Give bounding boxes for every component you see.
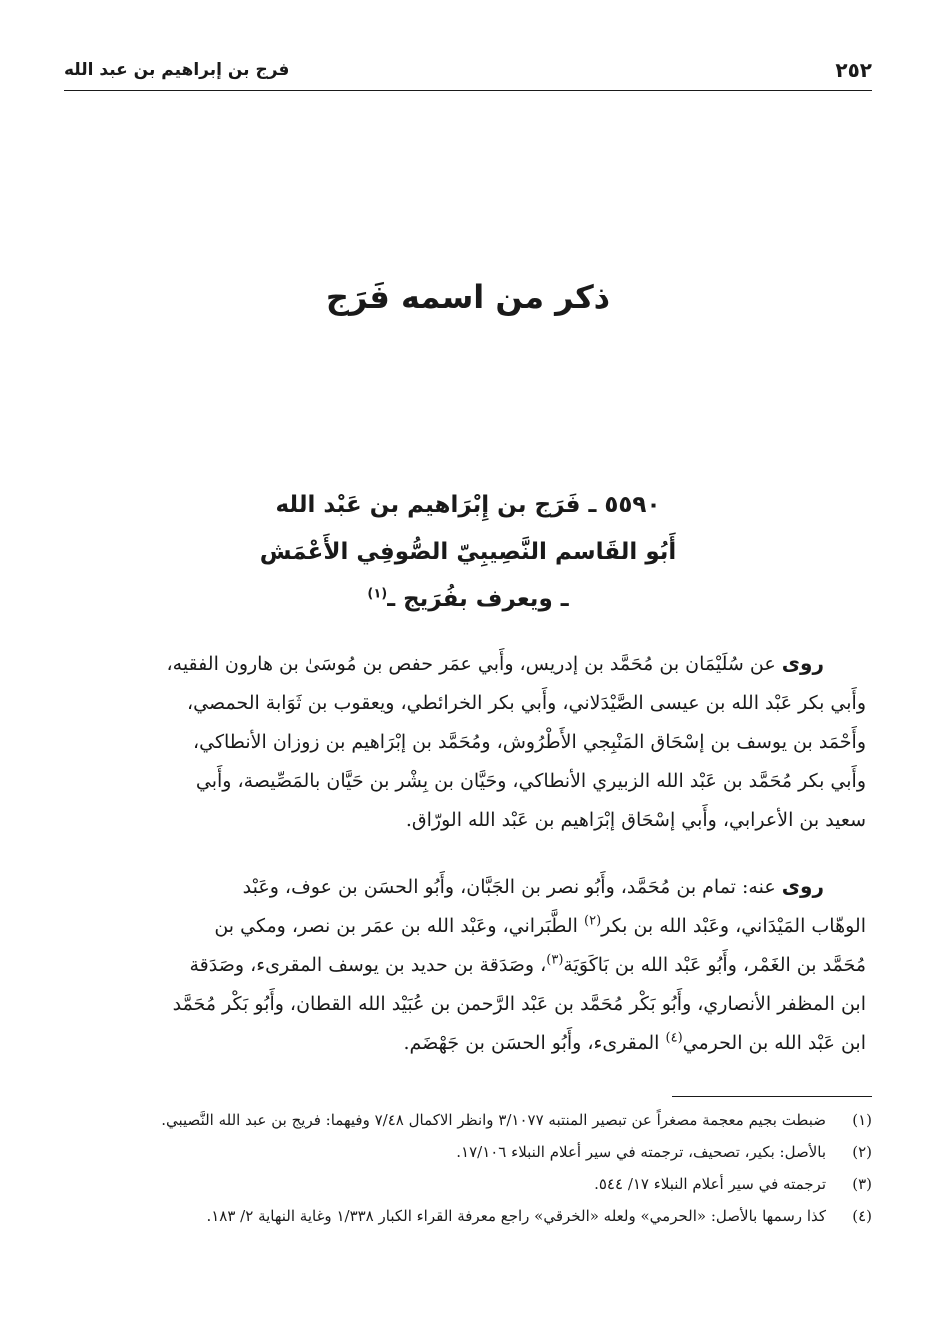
paragraph-text: الوهّاب المَيْدَاني، وعَبْد الله بن بكر — [601, 915, 866, 937]
paragraph-line — [58, 1024, 866, 1063]
footnote-item — [58, 1204, 872, 1229]
footnote-ref-3: (٣) — [546, 952, 564, 968]
paragraph-text: عن سُلَيْمَان بن مُحَمَّد بن إدريس، وأَبي عمَر حفص بن مُوسَىٰ بن هارون الفقيه، — [166, 653, 776, 675]
paragraph-line: سعيد بن الأعرابي، وأَبي إسْحَاق إبْرَاهيم بن عَبْد الله الورّاق. — [405, 809, 866, 831]
footnote-ref-4: (٤) — [665, 1030, 683, 1046]
paragraph-text: المقرىء، وأَبُو الحسَن بن جَهْضَم. — [403, 1032, 660, 1054]
footnote-text: ترجمته في سير أعلام النبلاء ١٧/ ٥٤٤. — [594, 1175, 826, 1193]
paragraph-lead: روى — [781, 874, 824, 898]
page-number: ٢٥٢ — [835, 58, 872, 82]
footnote-number: (٢) — [852, 1143, 872, 1161]
footnote-ref-2: (٢) — [584, 913, 602, 929]
paragraph-line — [58, 867, 866, 907]
paragraph-text: عنه: تمام بن مُحَمَّد، وأَبُو نصر بن الجَبَّان، وأَبُو الحسَن بن عوف، وعَبْد — [242, 876, 776, 898]
paragraph-line: وأَبي بكر مُحَمَّد بن عَبْد الله الزبيري الأنطاكي، وحَيَّان بن بِشْر بن حَيَّان بالمَصِّيصة، وأَبي — [195, 770, 866, 792]
footnote-number: (٣) — [852, 1175, 872, 1193]
footnote-item — [58, 1108, 872, 1133]
footnote-divider — [672, 1096, 872, 1097]
paragraph-line — [58, 644, 866, 684]
footnote-number: (١) — [852, 1111, 872, 1129]
paragraph-line: ابن المظفر الأنصاري، وأَبُو بَكْر مُحَمَّد بن عَبْد الرَّحمن بن عُبَيْد الله القطان، وأَبُو بَكْر مُحَمَّد — [172, 993, 866, 1015]
footnote-text: ضبطت بجيم معجمة مصغراً عن تبصير المنتبه ٣/١٠٧٧ وانظر الاكمال ٧/٤٨ وفيهما: فريج بن عبد الله النَّصيبي. — [161, 1111, 826, 1129]
entry-heading-name: ٥٥٩٠ ـ فَرَج بن إِبْرَاهيم بن عَبْد الله — [275, 492, 661, 518]
paragraph-text: ابن عَبْد الله بن الحرمي — [682, 1032, 866, 1054]
footnote-text: كذا رسمها بالأصل: «الحرمي» ولعله «الخرقي» راجع معرفة القراء الكبار ١/٣٣٨ وغاية النهاية ٢/ ١٨٣. — [206, 1207, 826, 1225]
entry-heading-alias — [64, 576, 872, 623]
narrated-from-paragraph — [58, 644, 866, 840]
footnote-ref-1: (١) — [367, 586, 388, 602]
entry-heading-alias-text: ـ ويعرف بفُرَيج ـ — [387, 586, 569, 612]
paragraph-line — [58, 907, 866, 946]
paragraph-text: مُحَمَّد بن الغَمْر، وأَبُو عَبْد الله بن بَاكَوَيَة — [563, 954, 866, 976]
footnote-text: بالأصل: بكير، تصحيف، ترجمته في سير أعلام النبلاء ١٧/١٠٦. — [456, 1143, 826, 1161]
footnote-number: (٤) — [852, 1207, 872, 1225]
footnotes — [58, 1108, 872, 1236]
paragraph-lead: روى — [781, 651, 824, 675]
paragraph-text: الطَّبَراني، وعَبْد الله بن عمَر بن نصر، ومكي بن — [214, 915, 578, 937]
footnote-item — [58, 1172, 872, 1197]
page-header — [64, 56, 872, 90]
paragraph-text: ، وصَدَقة بن حديد بن يوسف المقرىء، وصَدَقة — [189, 954, 547, 976]
entry-heading — [64, 482, 872, 623]
paragraph-line — [58, 946, 866, 985]
paragraph-line: وأَبي بكر عَبْد الله بن عيسى الصَّيْدَلاني، وأَبي بكر الخرائطي، ويعقوب بن ثَوَابة الحمصي، — [187, 692, 866, 714]
section-title: ذكر من اسمه فَرَج — [325, 278, 611, 316]
entry-heading-kunya: أَبُو القَاسم النَّصِيبِيّ الصُّوفِي الأَعْمَش — [259, 539, 677, 565]
header-divider — [64, 90, 872, 91]
footnote-item — [58, 1140, 872, 1165]
narrated-by-paragraph — [58, 867, 866, 1063]
paragraph-line: وأَحْمَد بن يوسف بن إسْحَاق المَنْبِجي الأَطْرُوش، ومُحَمَّد بن إبْرَاهيم بن زوزان الأنطاكي، — [192, 731, 866, 753]
running-title: فرج بن إبراهيم بن عبد الله — [64, 60, 290, 80]
